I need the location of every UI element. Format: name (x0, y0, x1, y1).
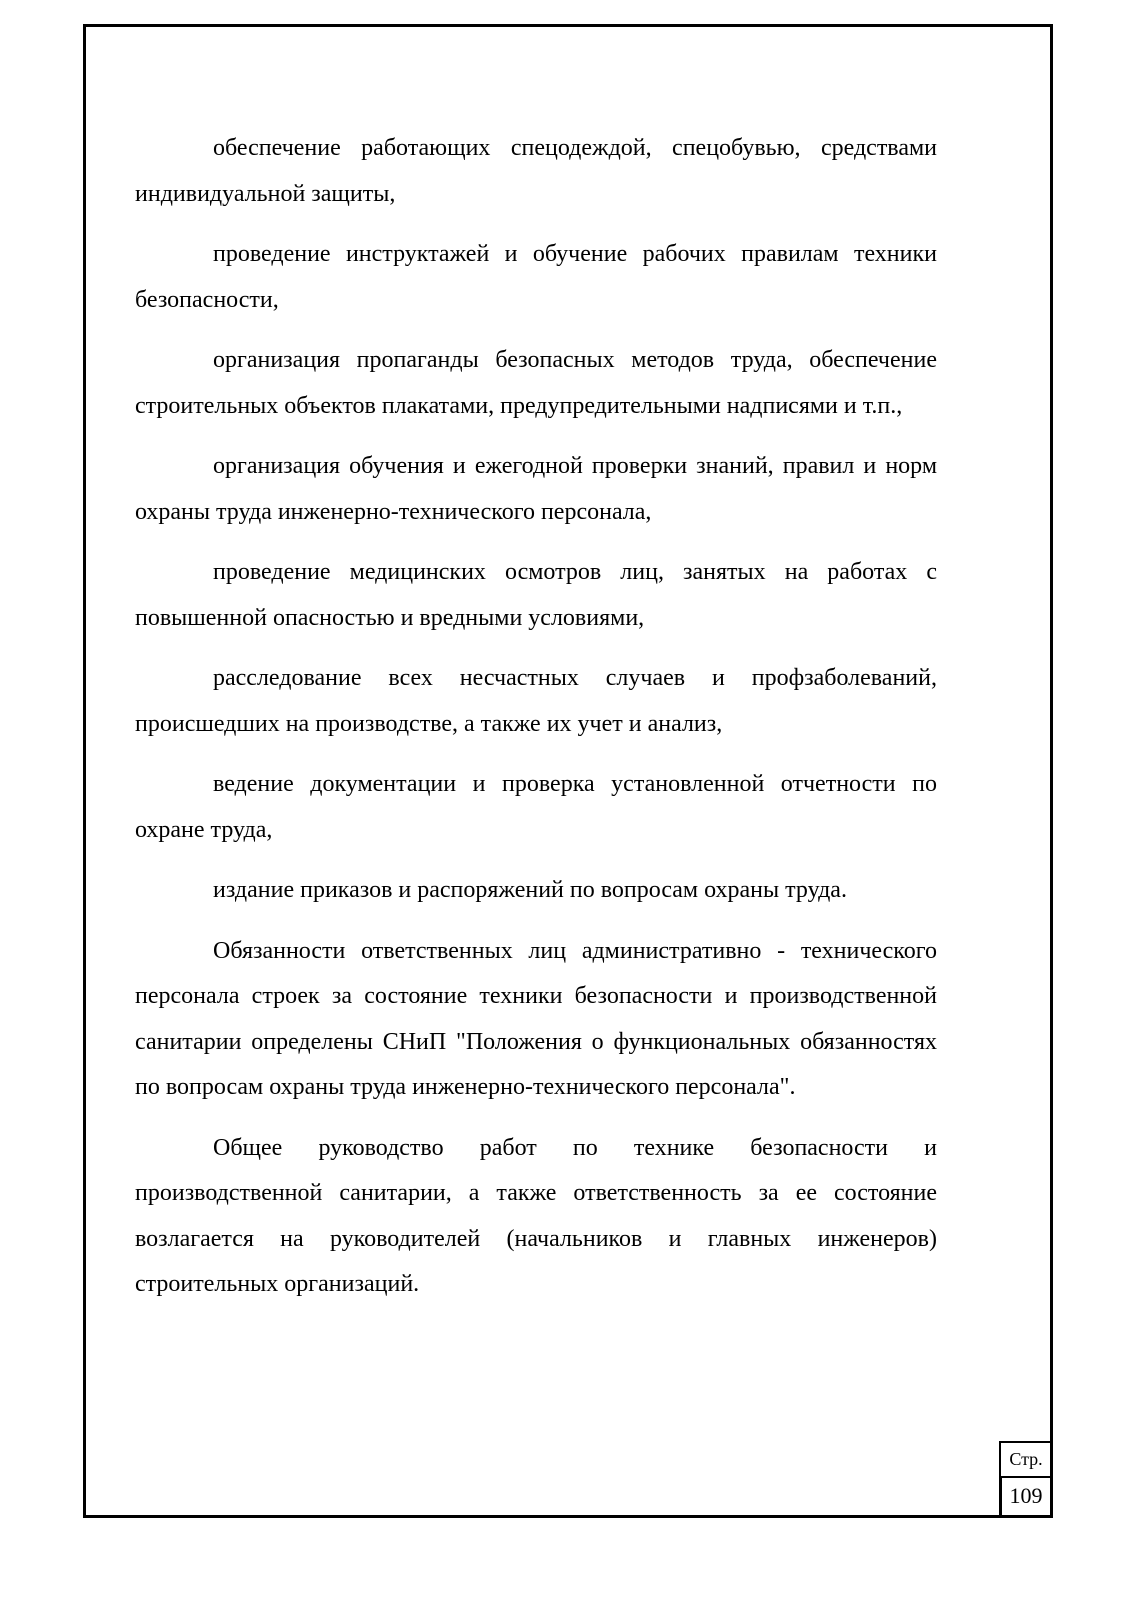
page-number-stamp (999, 1441, 1053, 1518)
paragraph: организация обучения и ежегодной проверки знаний, правил и норм охраны труда инженерно-технического персонала, (135, 453, 937, 525)
page-label: Стр. (999, 1441, 1053, 1478)
paragraph: организация пропаганды безопасных методов труда, обеспечение строительных объектов плакатами, предупредительными надписями и т.п., (135, 347, 937, 419)
paragraph: Общее руководство работ по технике безопасности и производственной санитарии, а также ответственность за ее состояние возлагается на руководителей (начальников и главных инженеров) строительных организаций. (135, 1134, 937, 1297)
paragraph: ведение документации и проверка установленной отчетности по охране труда, (135, 771, 937, 843)
paragraph: Обязанности ответственных лиц административно - технического персонала строек за состояние техники безопасности и производственной санитарии определены СНиП "Положения о функциональных обязанностях по вопросам охраны труда инженерно-технического персонала". (135, 937, 937, 1100)
paragraph: издание приказов и распоряжений по вопросам охраны труда. (213, 877, 847, 903)
document-body (135, 126, 937, 1323)
paragraph: проведение медицинских осмотров лиц, занятых на работах с повышенной опасностью и вредными условиями, (135, 559, 937, 631)
paragraph: проведение инструктажей и обучение рабочих правилам техники безопасности, (135, 241, 937, 313)
page-number: 109 (999, 1478, 1053, 1518)
paragraph: обеспечение работающих спецодеждой, спецобувью, средствами индивидуальной защиты, (135, 135, 937, 207)
paragraph: расследование всех несчастных случаев и профзаболеваний, происшедших на производстве, а также их учет и анализ, (135, 665, 937, 737)
